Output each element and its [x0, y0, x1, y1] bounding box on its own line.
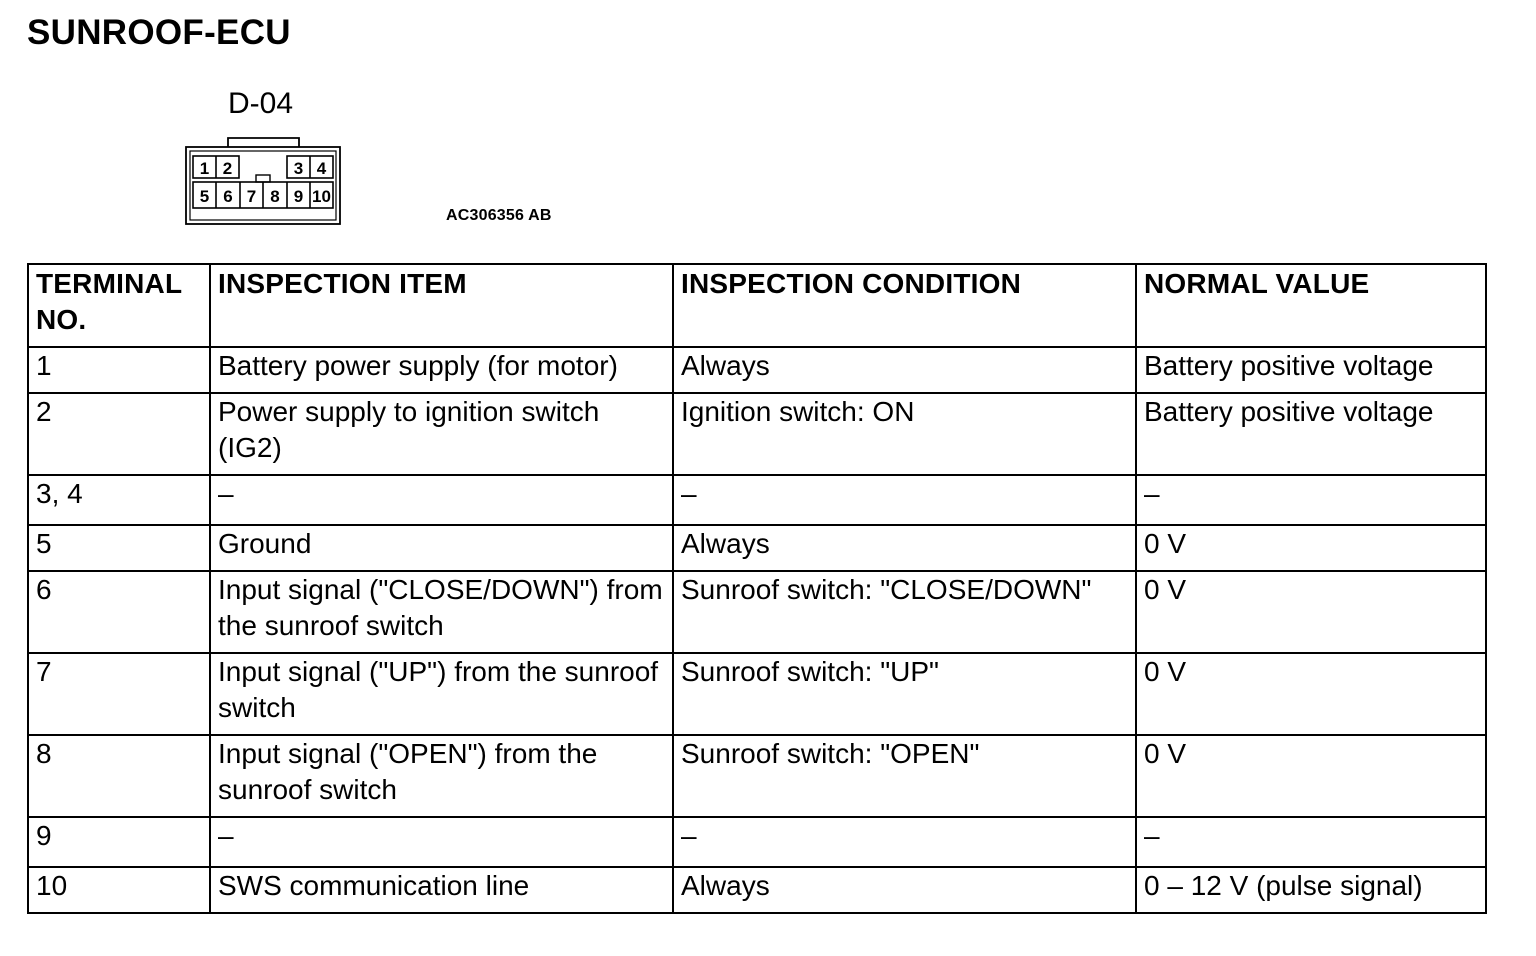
item-cell: –: [210, 817, 673, 867]
pin-label: 2: [222, 159, 233, 178]
item-cell: SWS communication line: [210, 867, 673, 913]
item-cell: Input signal ("UP") from the sunroof switch: [210, 653, 673, 735]
table-row: [28, 525, 1486, 571]
condition-cell: –: [673, 817, 1136, 867]
item-cell: Battery power supply (for motor): [210, 347, 673, 393]
condition-cell: Ignition switch: ON: [673, 393, 1136, 475]
table-row: [28, 867, 1486, 913]
table-row: [28, 653, 1486, 735]
table-header-row: [28, 264, 1486, 347]
value-cell: 0 V: [1136, 571, 1486, 653]
value-cell: 0 V: [1136, 653, 1486, 735]
terminal-cell: 8: [28, 735, 210, 817]
table-row: [28, 347, 1486, 393]
table-row: [28, 817, 1486, 867]
header-inspection-item: INSPECTION ITEM: [210, 264, 673, 347]
terminal-cell: 6: [28, 571, 210, 653]
pin-label: 3: [293, 159, 304, 178]
table-row: [28, 735, 1486, 817]
value-cell: Battery positive voltage: [1136, 347, 1486, 393]
pin-label: 9: [293, 187, 304, 206]
value-cell: 0 – 12 V (pulse signal): [1136, 867, 1486, 913]
pin-label: 6: [223, 187, 233, 206]
terminal-cell: 7: [28, 653, 210, 735]
condition-cell: Always: [673, 867, 1136, 913]
table-row: [28, 571, 1486, 653]
header-inspection-condition: INSPECTION CONDITION: [673, 264, 1136, 347]
terminal-cell: 2: [28, 393, 210, 475]
header-normal-value: NORMAL VALUE: [1136, 264, 1486, 347]
value-cell: 0 V: [1136, 525, 1486, 571]
item-cell: Input signal ("CLOSE/DOWN") from the sunroof switch: [210, 571, 673, 653]
terminal-cell: 5: [28, 525, 210, 571]
condition-cell: Sunroof switch: "UP": [673, 653, 1136, 735]
condition-cell: –: [673, 475, 1136, 525]
header-terminal-no: TERMINAL NO.: [28, 264, 210, 347]
terminal-cell: 10: [28, 867, 210, 913]
item-cell: Power supply to ignition switch (IG2): [210, 393, 673, 475]
pin-label: 5: [199, 187, 210, 206]
connector-diagram: [185, 137, 345, 229]
connector-label: D-04: [228, 87, 294, 120]
condition-cell: Always: [673, 525, 1136, 571]
pin-label: 7: [246, 187, 257, 206]
page-title: SUNROOF-ECU: [27, 13, 291, 52]
item-cell: –: [210, 475, 673, 525]
condition-cell: Sunroof switch: "OPEN": [673, 735, 1136, 817]
item-cell: Ground: [210, 525, 673, 571]
condition-cell: Always: [673, 347, 1136, 393]
condition-cell: Sunroof switch: "CLOSE/DOWN": [673, 571, 1136, 653]
pin-label: 8: [270, 187, 280, 206]
table-row: [28, 393, 1486, 475]
pin-label: 1: [199, 159, 210, 178]
value-cell: –: [1136, 817, 1486, 867]
value-cell: 0 V: [1136, 735, 1486, 817]
terminal-cell: 3, 4: [28, 475, 210, 525]
figure-code: AC306356 AB: [446, 207, 552, 224]
terminal-cell: 1: [28, 347, 210, 393]
table-row: [28, 475, 1486, 525]
pin-label: 4: [316, 159, 327, 178]
terminal-cell: 9: [28, 817, 210, 867]
item-cell: Input signal ("OPEN") from the sunroof switch: [210, 735, 673, 817]
pin-label: 10: [312, 187, 331, 206]
inspection-table: [27, 263, 1487, 914]
value-cell: –: [1136, 475, 1486, 525]
value-cell: Battery positive voltage: [1136, 393, 1486, 475]
